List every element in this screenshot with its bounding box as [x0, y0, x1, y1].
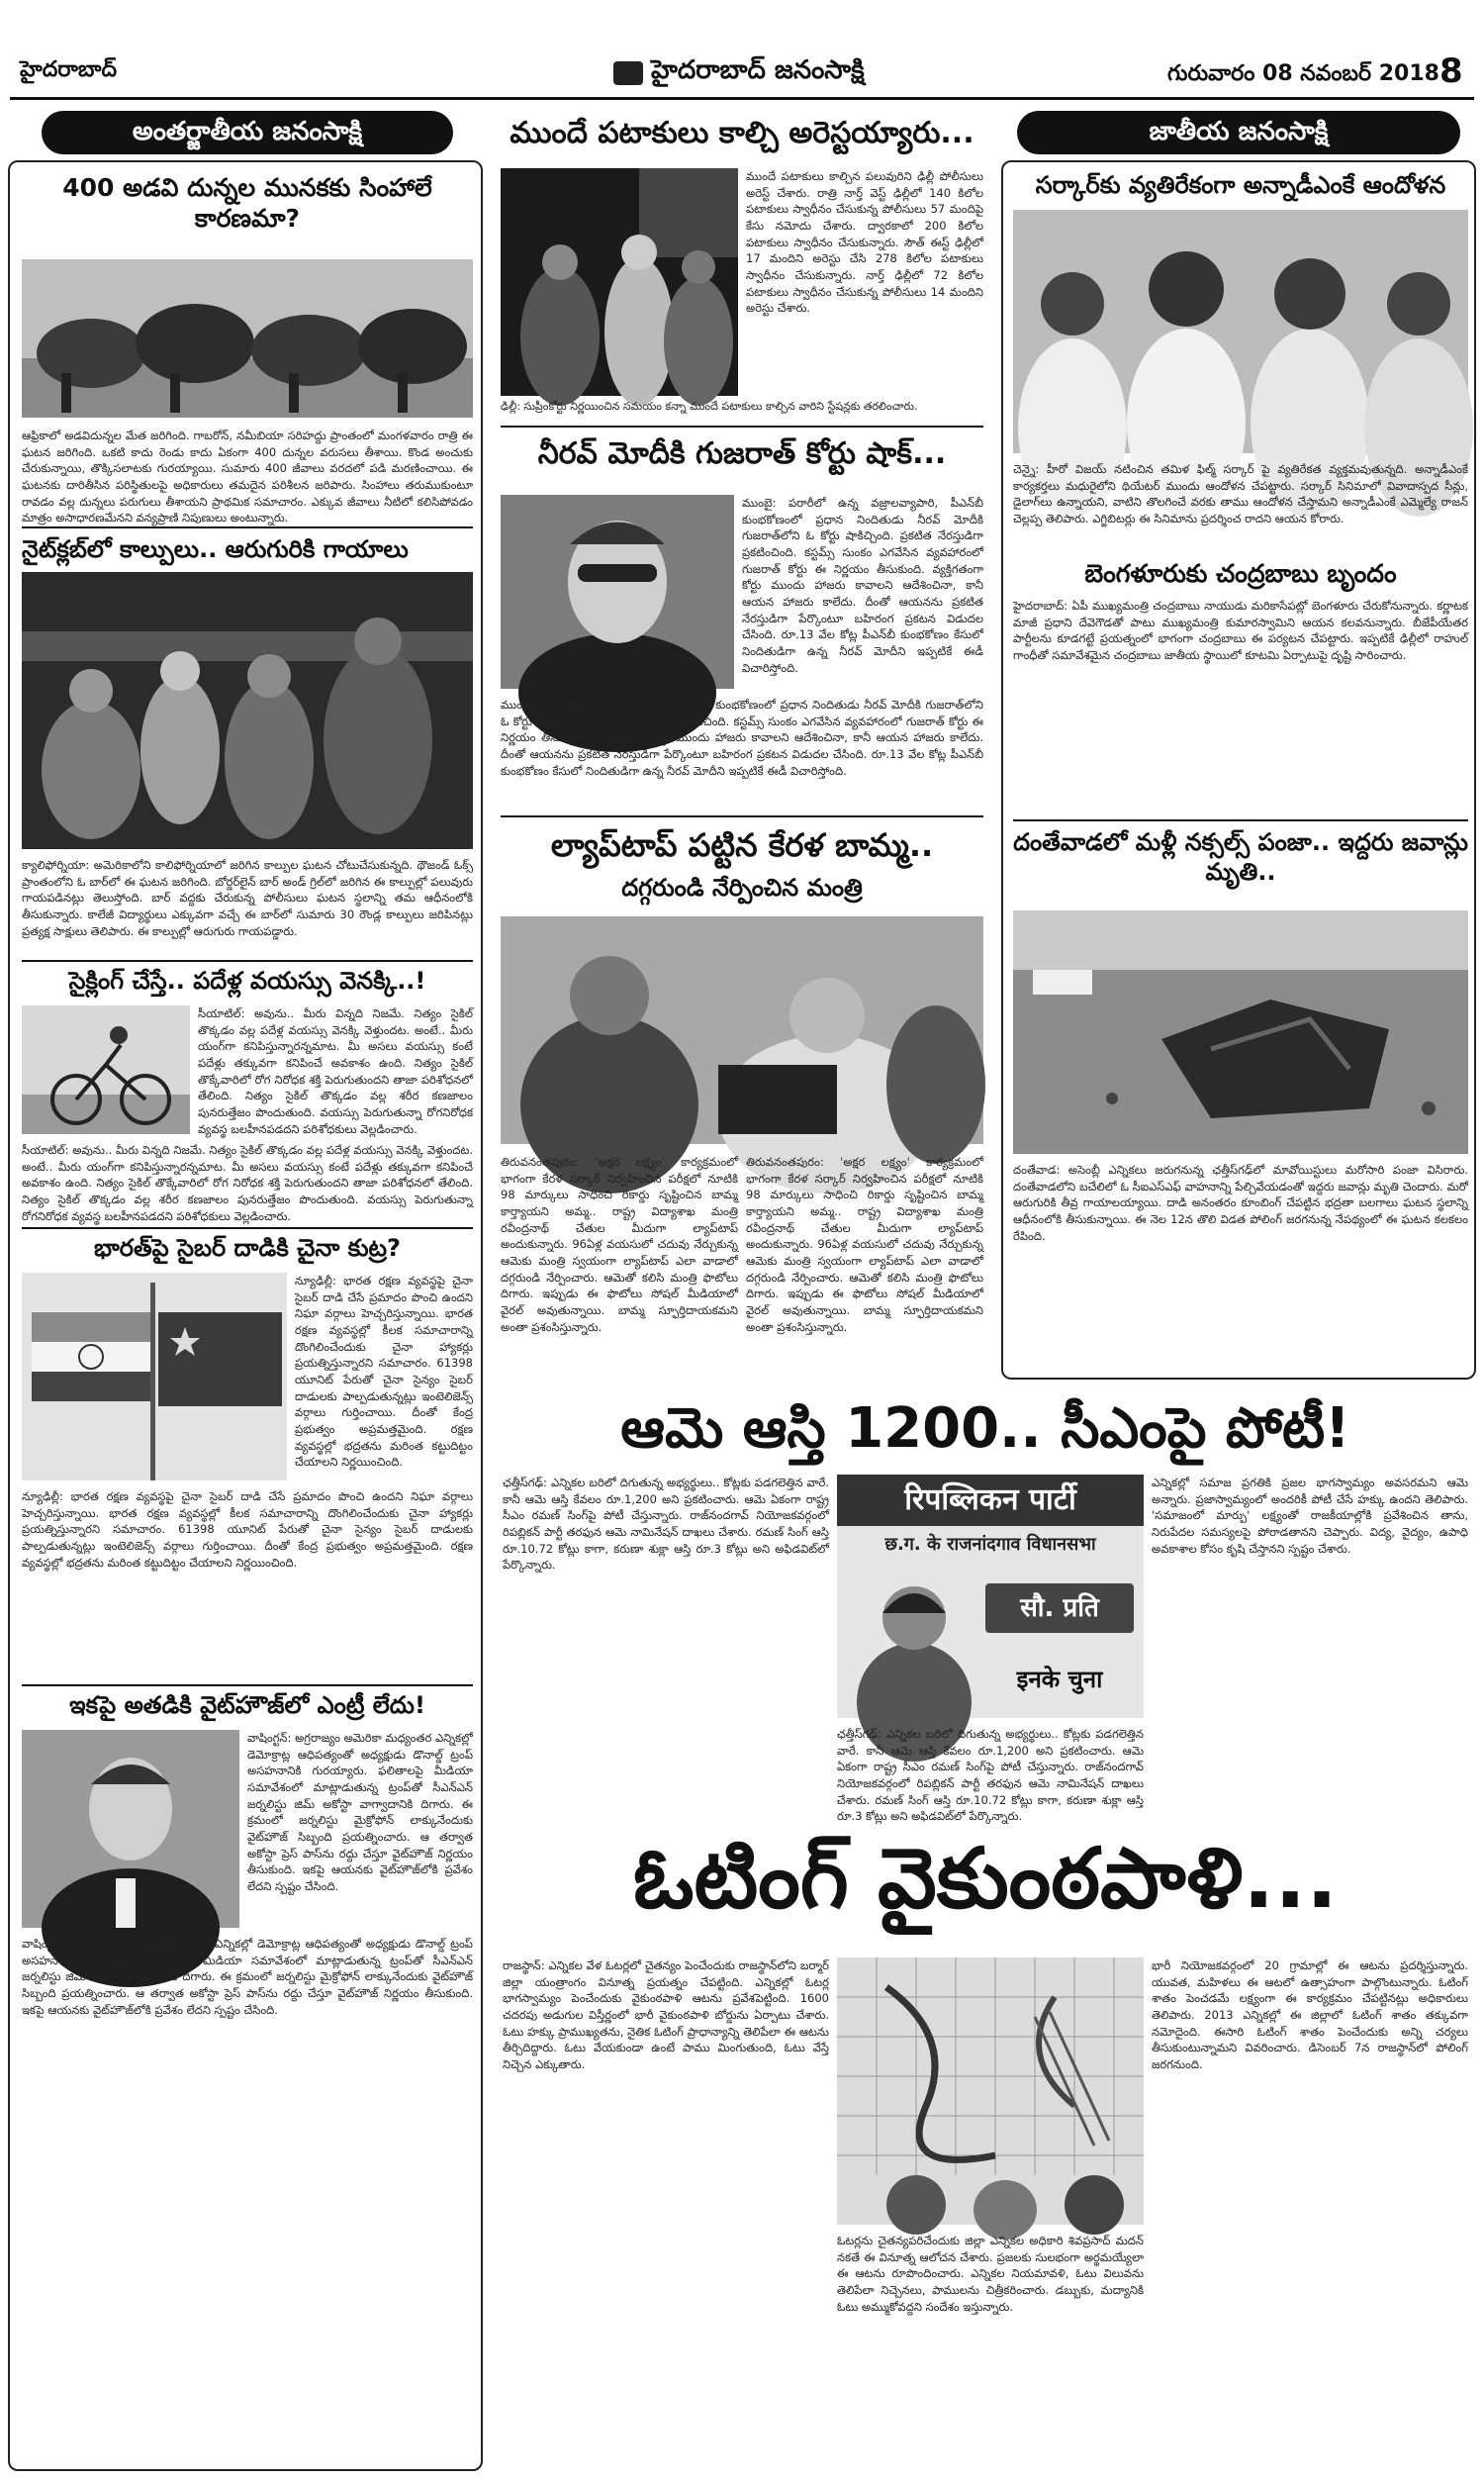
masthead-rule	[10, 97, 1474, 100]
banner-party: रिपब्लिकन पार्टी	[837, 1475, 1144, 1526]
laptop-subheadline: దగ్గరుండి నేర్పించిన మంత్రి	[621, 874, 863, 902]
nirav-image	[501, 495, 734, 689]
bangalore-headline: బెంగళూరుకు చంద్రబాబు బృందం	[1084, 559, 1397, 588]
voting-body-mid: ఓటర్లను చైతన్యపరిచేందుకు జిల్లా ఎన్నికల అధికారి శివప్రసాద్ మదన్ నకతే ఈ వినూత్న ఆలోచన చేశారు. ప్రజలకు సులభంగా అర్థమయ్యేలా ఈ ఆటను రూపొందించారు. ఎన్నికల నియమావళి, ఓటు విలువను తెలిపేలా నిచ్చెనలు, పాములను చిత్రీకరించారు. డబ్బుకు, మద్యానికి ఓటు అమ్ముకోవద్దని సందేశం ఇస్తున్నారు.	[837, 2234, 1144, 2314]
voting-headline: ఓటింగ్ వైకుంఠపాళి...	[632, 1830, 1339, 1927]
divider	[22, 960, 473, 962]
journalist-photo	[22, 1730, 239, 1928]
nirav-body-b: ముంబై: పరారీలో ఉన్న వజ్రాలవ్యాపారి, పీఎన్‌బీ కుంభకోణంలో ప్రధాన నిందితుడు నీరవ్ మోదీకి గుజరాత్‌లోని ఓ కోర్టు షాకిచ్చింది. ప్రకటిత నేరస్తుడిగా ప్రకటించింది. కస్టమ్స్ సుంకం ఎగవేసిన వ్యవహారంలో గుజరాత్ కోర్టు ఈ నిర్ణయం తీసుకుంది. వ్యక్తిగతంగా కోర్టు ముందు హాజరు కావాలని ఆదేశించినా, కానీ ఆయన హాజరు కాలేదు. దీంతో ఆయనను ప్రకటిత నేరస్తుడిగా పేర్కొంటూ బహిరంగ ప్రకటన విడుదల చేసింది. రూ.13 వేల కోట్ల పీఎన్‌బీ కుంభకోణం కేసులో నిందితుడిగా ఉన్న నీరవ్ మోదీని ఇప్పటికే ఈడీ విచారిస్తోంది.	[501, 698, 983, 778]
dantewada-headline: దంతేవాడలో మళ్లీ నక్సల్స్ పంజా.. ఇద్దరు జవాన్లు మృతి..	[1013, 828, 1468, 886]
banner-name: सौ. प्रति	[985, 1583, 1134, 1633]
paper-name: హైదరాబాద్ జనంసాక్షి	[651, 55, 865, 85]
voting-body-left: రాజస్థాన్: ఎన్నికల వేళ ఓటర్లలో చైతన్యం పెంచేందుకు రాజస్థాన్‌లోని బర్మార్ జిల్లా యంత్రాంగం వినూత్న ప్రయత్నం చేపట్టింది. ఎన్నికల్లో ఓటర్ల భాగస్వామ్యం పెంచేందుకు వైకుంఠపాళి ఆటను ప్రవేశపెట్టింది. 1600 చదరపు అడుగుల విస్తీర్ణంలో భారీ వైకుంఠపాళి బోర్డును ఏర్పాటు చేశారు. ఓటు హక్కు ప్రాముఖ్యతను, నైతిక ఓటింగ్ ప్రాధాన్యాన్ని తెలిపేలా ఈ ఆటను తీర్చిదిద్దారు. ఓటు వేయకుండా ఉంటే పాము మింగుతుంది, ఓటు వేస్తే నిచ్చెన ఎక్కుతారు.	[503, 1958, 829, 2072]
cyber-body-b: న్యూఢిల్లీ: భారత రక్షణ వ్యవస్థపై చైనా సైబర్ దాడి చేసే ప్రమాదం పొంచి ఉందని నిఘా వర్గాలు హెచ్చరిస్తున్నాయి. భారత రక్షణ వ్యవస్థల్లో కీలక సమాచారాన్ని దొంగిలించేందుకు చైనా హ్యాకర్లు ప్రయత్నిస్తున్నారని సమాచారం. 61398 యూనిట్ పేరుతో చైనా సైన్యం సైబర్ దాడులకు పాల్పడుతున్నట్లు ఇంటెలిజెన్స్ వర్గాలు గుర్తించాయి. దీంతో కేంద్ర ప్రభుత్వం అప్రమత్తమైంది. రక్షణ వ్యవస్థల్లో భద్రతను మరింత కట్టుదిట్టం చేయాలని నిర్ణయించింది.	[22, 1489, 473, 1570]
dantewada-body: దంతేవాడ: అసెంబ్లీ ఎన్నికలు జరుగనున్న ఛత్తీస్‌గఢ్‌లో మావోయిస్టులు మరోసారి పంజా విసిరారు. దంతేవాడలోని బచేలిలో ఓ సీఐఎస్ఎఫ్ వాహనాన్ని పేల్చివేయడంతో ఇద్దరు జవాన్లు మృతి చెందారు. మరో ఆరుగురికి తీవ్ర గాయాలయ్యాయి. దాడి అనంతరం కూంబింగ్ చేపట్టిన భద్రతా బలగాలు ఘటన స్థలాన్ని ఆధీనంలోకి తీసుకున్నాయి. ఈ నెల 12న తొలి విడత పోలింగ్ జరగనున్న నేపథ్యంలో ఈ ఘటన కలకలం రేపింది.	[1013, 1163, 1468, 1243]
whitehouse-body-b: వాషింగ్టన్: అగ్రరాజ్యం అమెరికా మధ్యంతర ఎన్నికల్లో డెమోక్రాట్ల ఆధిపత్యంతో అధ్యక్షుడు డొనాల్డ్ ట్రంప్ అసహనానికి గురయ్యారు. ఫలితాలపై మీడియా సమావేశంలో మాట్లాడుతున్న ట్రంప్‌తో సీఎన్ఎన్ జర్నలిస్టు జిమ్ అకోస్టా వాగ్వాదానికి దిగారు. ఈ క్రమంలో జర్నలిస్టు మైక్రోఫోన్ లాక్కునేందుకు వైట్‌హౌజ్ సిబ్బంది ప్రయత్నించారు. ఆ తర్వాత అకోస్టా ప్రెస్ పాస్‌ను రద్దు చేస్తూ వైట్‌హౌజ్ నిర్ణయం తీసుకుంది. ఇకపై ఆయనకు వైట్‌హౌజ్‌లోకి ప్రవేశం లేదని స్పష్టం చేసింది.	[22, 1937, 473, 2017]
laptop-body-a: తిరువనంతపురం: 'అక్షర లక్ష్యం' కార్యక్రమంలో భాగంగా కేరళ సర్కార్ నిర్వహించిన పరీక్షలో నూటికి 98 మార్కులు సాధించి రికార్డు సృష్టించిన బామ్మ కార్త్యాయని అమ్మ.. రాష్ట్ర విద్యాశాఖ మంత్రి రవీంద్రనాథ్ చేతుల మీదుగా ల్యాప్‌టాప్ అందుకున్నారు. 96ఏళ్ల వయసులో చదువు నేర్చుకున్న ఆమెకు మంత్రి స్వయంగా ల్యాప్‌టాప్ ఎలా వాడాలో దగ్గరుండి నేర్పించారు. ఆమెతో కలిసి మంత్రి ఫొటోలు దిగారు. ఇప్పుడు ఈ ఫొటోలు సోషల్ మీడియాలో వైరల్ అవుతున్నాయి. బామ్మ స్ఫూర్తిదాయకమని అంతా ప్రశంసిస్తున్నారు.	[501, 1155, 738, 1334]
middle-column	[495, 111, 989, 1387]
whitehouse-body-a: వాషింగ్టన్: అగ్రరాజ్యం అమెరికా మధ్యంతర ఎన్నికల్లో డెమోక్రాట్ల ఆధిపత్యంతో అధ్యక్షుడు డొనాల్డ్ ట్రంప్ అసహనానికి గురయ్యారు. ఫలితాలపై మీడియా సమావేశంలో మాట్లాడుతున్న ట్రంప్‌తో సీఎన్ఎన్ జర్నలిస్టు జిమ్ అకోస్టా వాగ్వాదానికి దిగారు. ఈ క్రమంలో జర్నలిస్టు మైక్రోఫోన్ లాక్కునేందుకు వైట్‌హౌజ్ సిబ్బంది ప్రయత్నించారు. ఆ తర్వాత అకోస్టా ప్రెస్ పాస్‌ను రద్దు చేస్తూ వైట్‌హౌజ్ నిర్ణయం తీసుకుంది. ఇకపై ఆయనకు వైట్‌హౌజ్‌లోకి ప్రవేశం లేదని స్పష్టం చేసింది.	[247, 1731, 473, 1894]
nightclub-photo	[22, 572, 473, 849]
divider	[22, 526, 473, 528]
police-image	[501, 168, 738, 396]
nightclub-body: క్యాలిఫోర్నియా: అమెరికాలోని కాలిఫోర్నియాలో జరిగిన కాల్పుల ఘటన చోటుచేసుకున్నది. థౌజండ్ ఓక్స్ ప్రాంతంలోని ఓ బార్‌లో ఈ ఘటన జరిగింది. బోర్డర్‌లైన్ బార్ అండ్ గ్రిల్‌లో జరిగిన ఈ కాల్పుల్లో పలువురు గాయపడినట్లు తెలుస్తోంది. బార్ వద్దకు చేరుకున్న పోలీసులు ఘటన స్థలాన్ని తమ ఆధీనంలోకి తీసుకున్నారు. కాలేజీ విద్యార్థులు ఎక్కువగా వచ్చే ఈ బార్‌లో సుమారు 30 రౌండ్ల కాల్పులు జరిపినట్లు ప్రత్యక్ష సాక్షులు తెలిపారు. ఈ కాల్పుల్లో ఆరుగురు గాయపడ్డారు.	[22, 858, 473, 938]
grandmother-laptop-image	[501, 916, 983, 1144]
divider	[501, 426, 983, 428]
bangalore-body: హైదరాబాద్: ఏపీ ముఖ్యమంత్రి చంద్రబాబు నాయుడు మరికాసేపట్లో బెంగళూరు చేరుకోనున్నారు. కర్ణాటక మాజీ ప్రధాని దేవెగౌడతో పాటు ముఖ్యమంత్రి కుమారస్వామిని ఆయన కలవనున్నారు. బీజేపీయేతర పార్టీలను కూడగట్టే ప్రయత్నంలో భాగంగా చంద్రబాబు ఈ పర్యటన చేపట్టారు. ఇప్పటికే ఢిల్లీలో రాహుల్ గాంధీతో సమావేశమైన చంద్రబాబు జాతీయ స్థాయిలో కూటమి ఏర్పాటుపై దృష్టి సారించారు.	[1013, 599, 1468, 663]
sarkar-headline: సర్కార్‌కు వ్యతిరేకంగా అన్నాడీఎంకే ఆందోళన	[1035, 171, 1446, 199]
page-number: 8	[1439, 51, 1463, 91]
blast-image	[1013, 910, 1468, 1154]
nightclub-image	[22, 572, 473, 849]
masthead	[0, 0, 1484, 99]
cycling-body-b: సీయాటిల్: అవును.. మీరు విన్నది నిజమే. నిత్యం సైకిల్ తొక్కడం వల్ల పదేళ్ల వయస్సు వెనక్కి వెళ్తుందట. అంటే.. మీరు యంగ్‌గా కనిపిస్తున్నారన్నమాట. మీ అసలు వయస్సు కంటే పదేళ్లు తక్కువగా కనిపించే అవకాశం ఉంది. నిత్యం సైకిల్ తొక్కేవారిలో రోగ నిరోధక శక్తి పెరుగుతుందని తాజా పరిశోధనలో తేలింది. నిత్యం సైకిల్ తొక్కడం వల్ల శరీర కణజాలం పునరుత్తేజం పొందుతుంది. వయస్సు పెరుగుతున్నా రోగనిరోధక వ్యవస్థ బలహీనపడదని పరిశోధకులు వెల్లడించారు.	[22, 1143, 473, 1223]
laptop-headline: ల్యాప్‌టాప్ పట్టిన కేరళ బామ్మ..	[550, 826, 934, 864]
laptop-body-b: తిరువనంతపురం: 'అక్షర లక్ష్యం' కార్యక్రమంలో భాగంగా కేరళ సర్కార్ నిర్వహించిన పరీక్షలో నూటికి 98 మార్కులు సాధించి రికార్డు సృష్టించిన బామ్మ కార్త్యాయని అమ్మ.. రాష్ట్ర విద్యాశాఖ మంత్రి రవీంద్రనాథ్ చేతుల మీదుగా ల్యాప్‌టాప్ అందుకున్నారు. 96ఏళ్ల వయసులో చదువు నేర్చుకున్న ఆమెకు మంత్రి స్వయంగా ల్యాప్‌టాప్ ఎలా వాడాలో దగ్గరుండి నేర్పించారు. ఆమెతో కలిసి మంత్రి ఫొటోలు దిగారు. ఇప్పుడు ఈ ఫొటోలు సోషల్ మీడియాలో వైరల్ అవుతున్నాయి. బామ్మ స్ఫూర్తిదాయకమని అంతా ప్రశంసిస్తున్నారు.	[746, 1155, 983, 1334]
buffalo-photo	[22, 259, 473, 418]
banner-constituency: छ.ग. के राजनांदगाव विधानसभा	[884, 1534, 1096, 1555]
right-column	[1001, 111, 1476, 1387]
buffalo-headline: 400 అడవి దున్నల మునకకు సింహాలే కారణమా?	[62, 173, 432, 234]
buffalo-body: ఆఫ్రికాలో అడవిదున్నల మేత జరిగింది. గాబరోన్, నమీబియా సరిహద్దు ప్రాంతంలో మంగళవారం రాత్రి ఈ ఘటన జరిగింది. ఒకటి కాదు రెండు కాదు ఏకంగా 400 దున్నల వరుసలు తీశాయి. కొండ అంచుకు చేరుకున్నాయి, తొక్కిసలాటకు గురయ్యాయి. సుమారు 400 జీవాలు వరదలో పడి మరణించాయి. ఈ ఘటనకు దారితీసిన పరిస్థితులపై అధికారులు తమదైన పరిశీలన జరిపారు. సింహాలు తరుముకుంటూ రావడం వల్ల దున్నలు పరుగులు తీశాయని ప్రాథమిక సమాచారం. ఎక్కువ జీవాలు నీటిలో కలిసిపోవడం మాత్రం అసాధారణమేనని వన్యప్రాణి నిపుణులు అంటున్నారు.	[22, 429, 473, 525]
section-international: అంతర్జాతీయ జనంసాక్షి	[42, 111, 453, 154]
feature-assets	[495, 1395, 1476, 1824]
dantewada-photo	[1013, 910, 1468, 1154]
divider	[22, 1227, 473, 1229]
nirav-body-a: ముంబై: పరారీలో ఉన్న వజ్రాలవ్యాపారి, పీఎన్‌బీ కుంభకోణంలో ప్రధాన నిందితుడు నీరవ్ మోదీకి గుజరాత్‌లోని ఓ కోర్టు షాకిచ్చింది. ప్రకటిత నేరస్తుడిగా ప్రకటించింది. కస్టమ్స్ సుంకం ఎగవేసిన వ్యవహారంలో గుజరాత్ కోర్టు ఈ నిర్ణయం తీసుకుంది. వ్యక్తిగతంగా కోర్టు ముందు హాజరు కావాలని ఆదేశించినా, కానీ ఆయన హాజరు కాలేదు. దీంతో ఆయనను ప్రకటిత నేరస్తుడిగా పేర్కొంటూ బహిరంగ ప్రకటన విడుదల చేసింది. రూ.13 వేల కోట్ల పీఎన్‌బీ కుంభకోణం కేసులో నిందితుడిగా ఉన్న నీరవ్ మోదీని ఇప్పటికే ఈడీ విచారిస్తోంది.	[742, 496, 983, 675]
crackers-body: ముందే పటాకులు కాల్చిన పలువురిని ఢిల్లీ పోలీసులు అరెస్ట్ చేశారు. రాత్రి నార్త్ వెస్ట్ ఢిల్లీలో 140 కిలోల పటాకులు స్వాధీనం చేసుకున్న పోలీసులు 57 మందిపై కేసు నమోదు చేశారు. ద్వారకాలో 200 కిలోల పటాకులు స్వాధీనం చేసుకున్నారు. సౌత్ ఈస్ట్ ఢిల్లీలో 17 మందిని అరెస్టు చేసి 278 కిలోల పటాకులు స్వాధీనం చేసుకున్నారు. నార్త్ ఢిల్లీలో 72 కిలోల పటాకులు స్వాధీనం చేసుకున్న పోలీసులు 14 మందిని అరెస్టు చేశారు.	[746, 169, 983, 316]
flags-photo	[22, 1273, 287, 1480]
sarkar-body: చెన్నై: హీరో విజయ్ నటించిన తమిళ ఫిల్మ్ సర్కార్ పై వ్యతిరేకత వ్యక్తమవుతున్నది. అన్నాడీఎంకే కార్యకర్తలు మధురైలోని థియేటర్ ముందు ఆందోళన చేపట్టారు. సర్కార్ సినిమాలో వివాదాస్పద సీన్లు, డైలాగ్‌లు ఉన్నాయని, వాటిని తొలగించే వరకు తాము ఆందోళన చేస్తామని అన్నాడీఎంకే ఎమ్మెల్యే రాజన్ చెల్లప్ప తెలిపారు. ఎగ్జిబిటర్లు ఈ సినిమాను ప్రదర్శించ రాదని ఆయన కోరారు.	[1013, 462, 1468, 526]
cycling-headline: సైక్లింగ్ చేస్తే.. పదేళ్ల వయస్సు వెనక్కి..!	[68, 967, 426, 995]
whitehouse-headline: ఇకపై అతడికి వైట్‌హౌజ్‌లో ఎంట్రీ లేదు!	[69, 1691, 425, 1719]
divider	[22, 1684, 473, 1686]
voting-body-right: భారీ నియోజకవర్గంలో 20 గ్రామాల్లో ఈ ఆటను ప్రదర్శిస్తున్నారు. యువత, మహిళలు ఈ ఆటలో ఉత్సాహంగా పాల్గొంటున్నారు. ఓటింగ్ శాతం పెంచడమే లక్ష్యంగా ఈ కార్యక్రమం చేపట్టినట్లు అధికారులు తెలిపారు. 2013 ఎన్నికల్లో ఈ జిల్లాలో ఓటింగ్ శాతం తక్కువగా నమోదైంది. ఈసారి ఓటింగ్ శాతం పెంచేందుకు అన్ని చర్యలు తీసుకుంటున్నామని వివరించారు. డిసెంబర్ 7న రాజస్థాన్‌లో పోలింగ్ జరగనుంది.	[1152, 1958, 1468, 2072]
divider	[501, 815, 983, 817]
cyber-headline: భారత్‌పై సైబర్ దాడికి చైనా కుట్ర?	[94, 1234, 401, 1262]
candidate-photo	[837, 1475, 1144, 1718]
laptop-photo	[501, 916, 983, 1144]
nightclub-headline: నైట్‌క్లబ్‌లో కాల్పులు.. ఆరుగురికి గాయాలు	[22, 535, 409, 563]
protest-image	[1013, 210, 1468, 453]
assets-body-right: ఎన్నికల్లో సమాజ ప్రగతికి ప్రజల భాగస్వామ్యం అవసరమని ఆమె అన్నారు. ప్రజాస్వామ్యంలో అందరికీ పోటీ చేసే హక్కు ఉందని తెలిపారు. 'సమాజంలో మార్పు' లక్ష్యంతో రాజకీయాల్లోకి ప్రవేశించిన తాను, నిరుపేదల సమస్యలపై పోరాడతానని చెప్పారు. విద్య, వైద్యం, ఉపాధి అవకాశాల కోసం కృషి చేస్తానని స్పష్టం చేశారు.	[1152, 1476, 1468, 1556]
cycling-photo	[22, 1005, 190, 1134]
nirav-headline: నీరవ్ మోదీకి గుజరాత్ కోర్టు షాక్...	[537, 436, 947, 471]
section-national: జాతీయ జనంసాక్షి	[1017, 111, 1460, 154]
candidate-image	[855, 1564, 974, 1702]
crackers-photo	[501, 168, 738, 396]
masthead-paper	[613, 55, 865, 91]
left-column	[8, 111, 483, 2481]
divider	[1013, 819, 1468, 821]
crackers-headline: ముందే పటాకులు కాల్చి అరెస్టయ్యారు...	[510, 116, 974, 150]
right-panel	[1001, 160, 1476, 1380]
left-panel	[8, 160, 483, 2471]
assets-headline: ఆమె ఆస్తి 1200.. సీఎంపై పోటీ!	[620, 1396, 1350, 1461]
cyber-body-a: న్యూఢిల్లీ: భారత రక్షణ వ్యవస్థపై చైనా సైబర్ దాడి చేసే ప్రమాదం పొంచి ఉందని నిఘా వర్గాలు హెచ్చరిస్తున్నాయి. భారత రక్షణ వ్యవస్థల్లో కీలక సమాచారాన్ని దొంగిలించేందుకు చైనా హ్యాకర్లు ప్రయత్నిస్తున్నారని సమాచారం. 61398 యూనిట్ పేరుతో చైనా సైన్యం సైబర్ దాడులకు పాల్పడుతున్నట్లు ఇంటెలిజెన్స్ వర్గాలు గుర్తించాయి. దీంతో కేంద్ర ప్రభుత్వం అప్రమత్తమైంది. రక్షణ వ్యవస్థల్లో భద్రతను మరింత కట్టుదిట్టం చేయాలని నిర్ణయించింది.	[295, 1274, 473, 1470]
snakes-ladders-image	[837, 1957, 1144, 2225]
assets-body-mid: ఛత్తీస్‌గఢ్‌: ఎన్నికల బరిలో దిగుతున్న అభ్యర్థులు.. కోట్లకు పడగలెత్తిన వారే. కానీ ఆమె ఆస్తి కేవలం రూ.1,200 అని ప్రకటించారు. ఆమె ఏకంగా రాష్ట్ర సీఎం రమణ్ సింగ్‌పై పోటీ చేస్తున్నారు. రాజ్‌నందగావ్ నియోజకవర్గంలో రిపబ్లికన్ పార్టీ తరఫున ఆమె నామినేషన్ దాఖలు చేశారు. రమణ్ సింగ్ ఆస్తి రూ.10.72 కోట్లు కాగా, కరుణా శుక్లా ఆస్తి రూ.3 కోట్లు అని అఫిడవిట్‌లో పేర్కొన్నారు.	[837, 1727, 1144, 1824]
snakes-ladders-photo	[837, 1957, 1144, 2225]
banner-slogan: इनके चुना	[1016, 1666, 1103, 1693]
masthead-city: హైదరాబాద్	[20, 57, 117, 82]
flags-image	[22, 1273, 287, 1480]
assets-body-left: ఛత్తీస్‌గఢ్‌: ఎన్నికల బరిలో దిగుతున్న అభ్యర్థులు.. కోట్లకు పడగలెత్తిన వారే. కానీ ఆమె ఆస్తి కేవలం రూ.1,200 అని ప్రకటించారు. ఆమె ఏకంగా రాష్ట్ర సీఎం రమణ్ సింగ్‌పై పోటీ చేస్తున్నారు. రాజ్‌నందగావ్ నియోజకవర్గంలో రిపబ్లికన్ పార్టీ తరఫున ఆమె నామినేషన్ దాఖలు చేశారు. రమణ్ సింగ్ ఆస్తి రూ.10.72 కోట్లు కాగా, కరుణా శుక్లా ఆస్తి రూ.3 కోట్లు అని అఫిడవిట్‌లో పేర్కొన్నారు.	[503, 1476, 829, 1573]
feature-voting	[495, 1831, 1476, 2464]
crackers-caption: ఢిల్లీ: సుప్రీంకోర్టు నిర్ణయించిన సమయం కన్నా ముందే పటాకులు కాల్చిన వారిని స్టేషన్లకు తరలించారు.	[501, 400, 918, 413]
journalist-image	[22, 1730, 239, 1928]
masthead-date: గురువారం 08 నవంబర్ 2018	[1167, 61, 1439, 86]
sarkar-photo	[1013, 210, 1468, 453]
buffalo-image	[22, 259, 473, 418]
paper-logo-icon	[613, 61, 643, 85]
cyclist-image	[22, 1005, 190, 1134]
nirav-photo	[501, 495, 734, 689]
cycling-body-a: సీయాటిల్: అవును.. మీరు విన్నది నిజమే. నిత్యం సైకిల్ తొక్కడం వల్ల పదేళ్ల వయస్సు వెనక్కి వెళ్తుందట. అంటే.. మీరు యంగ్‌గా కనిపిస్తున్నారన్నమాట. మీ అసలు వయస్సు కంటే పదేళ్లు తక్కువగా కనిపించే అవకాశం ఉంది. నిత్యం సైకిల్ తొక్కేవారిలో రోగ నిరోధక శక్తి పెరుగుతుందని తాజా పరిశోధనలో తేలింది. నిత్యం సైకిల్ తొక్కడం వల్ల శరీర కణజాలం పునరుత్తేజం పొందుతుంది. వయస్సు పెరుగుతున్నా రోగనిరోధక వ్యవస్థ బలహీనపడదని పరిశోధకులు వెల్లడించారు.	[198, 1006, 473, 1136]
